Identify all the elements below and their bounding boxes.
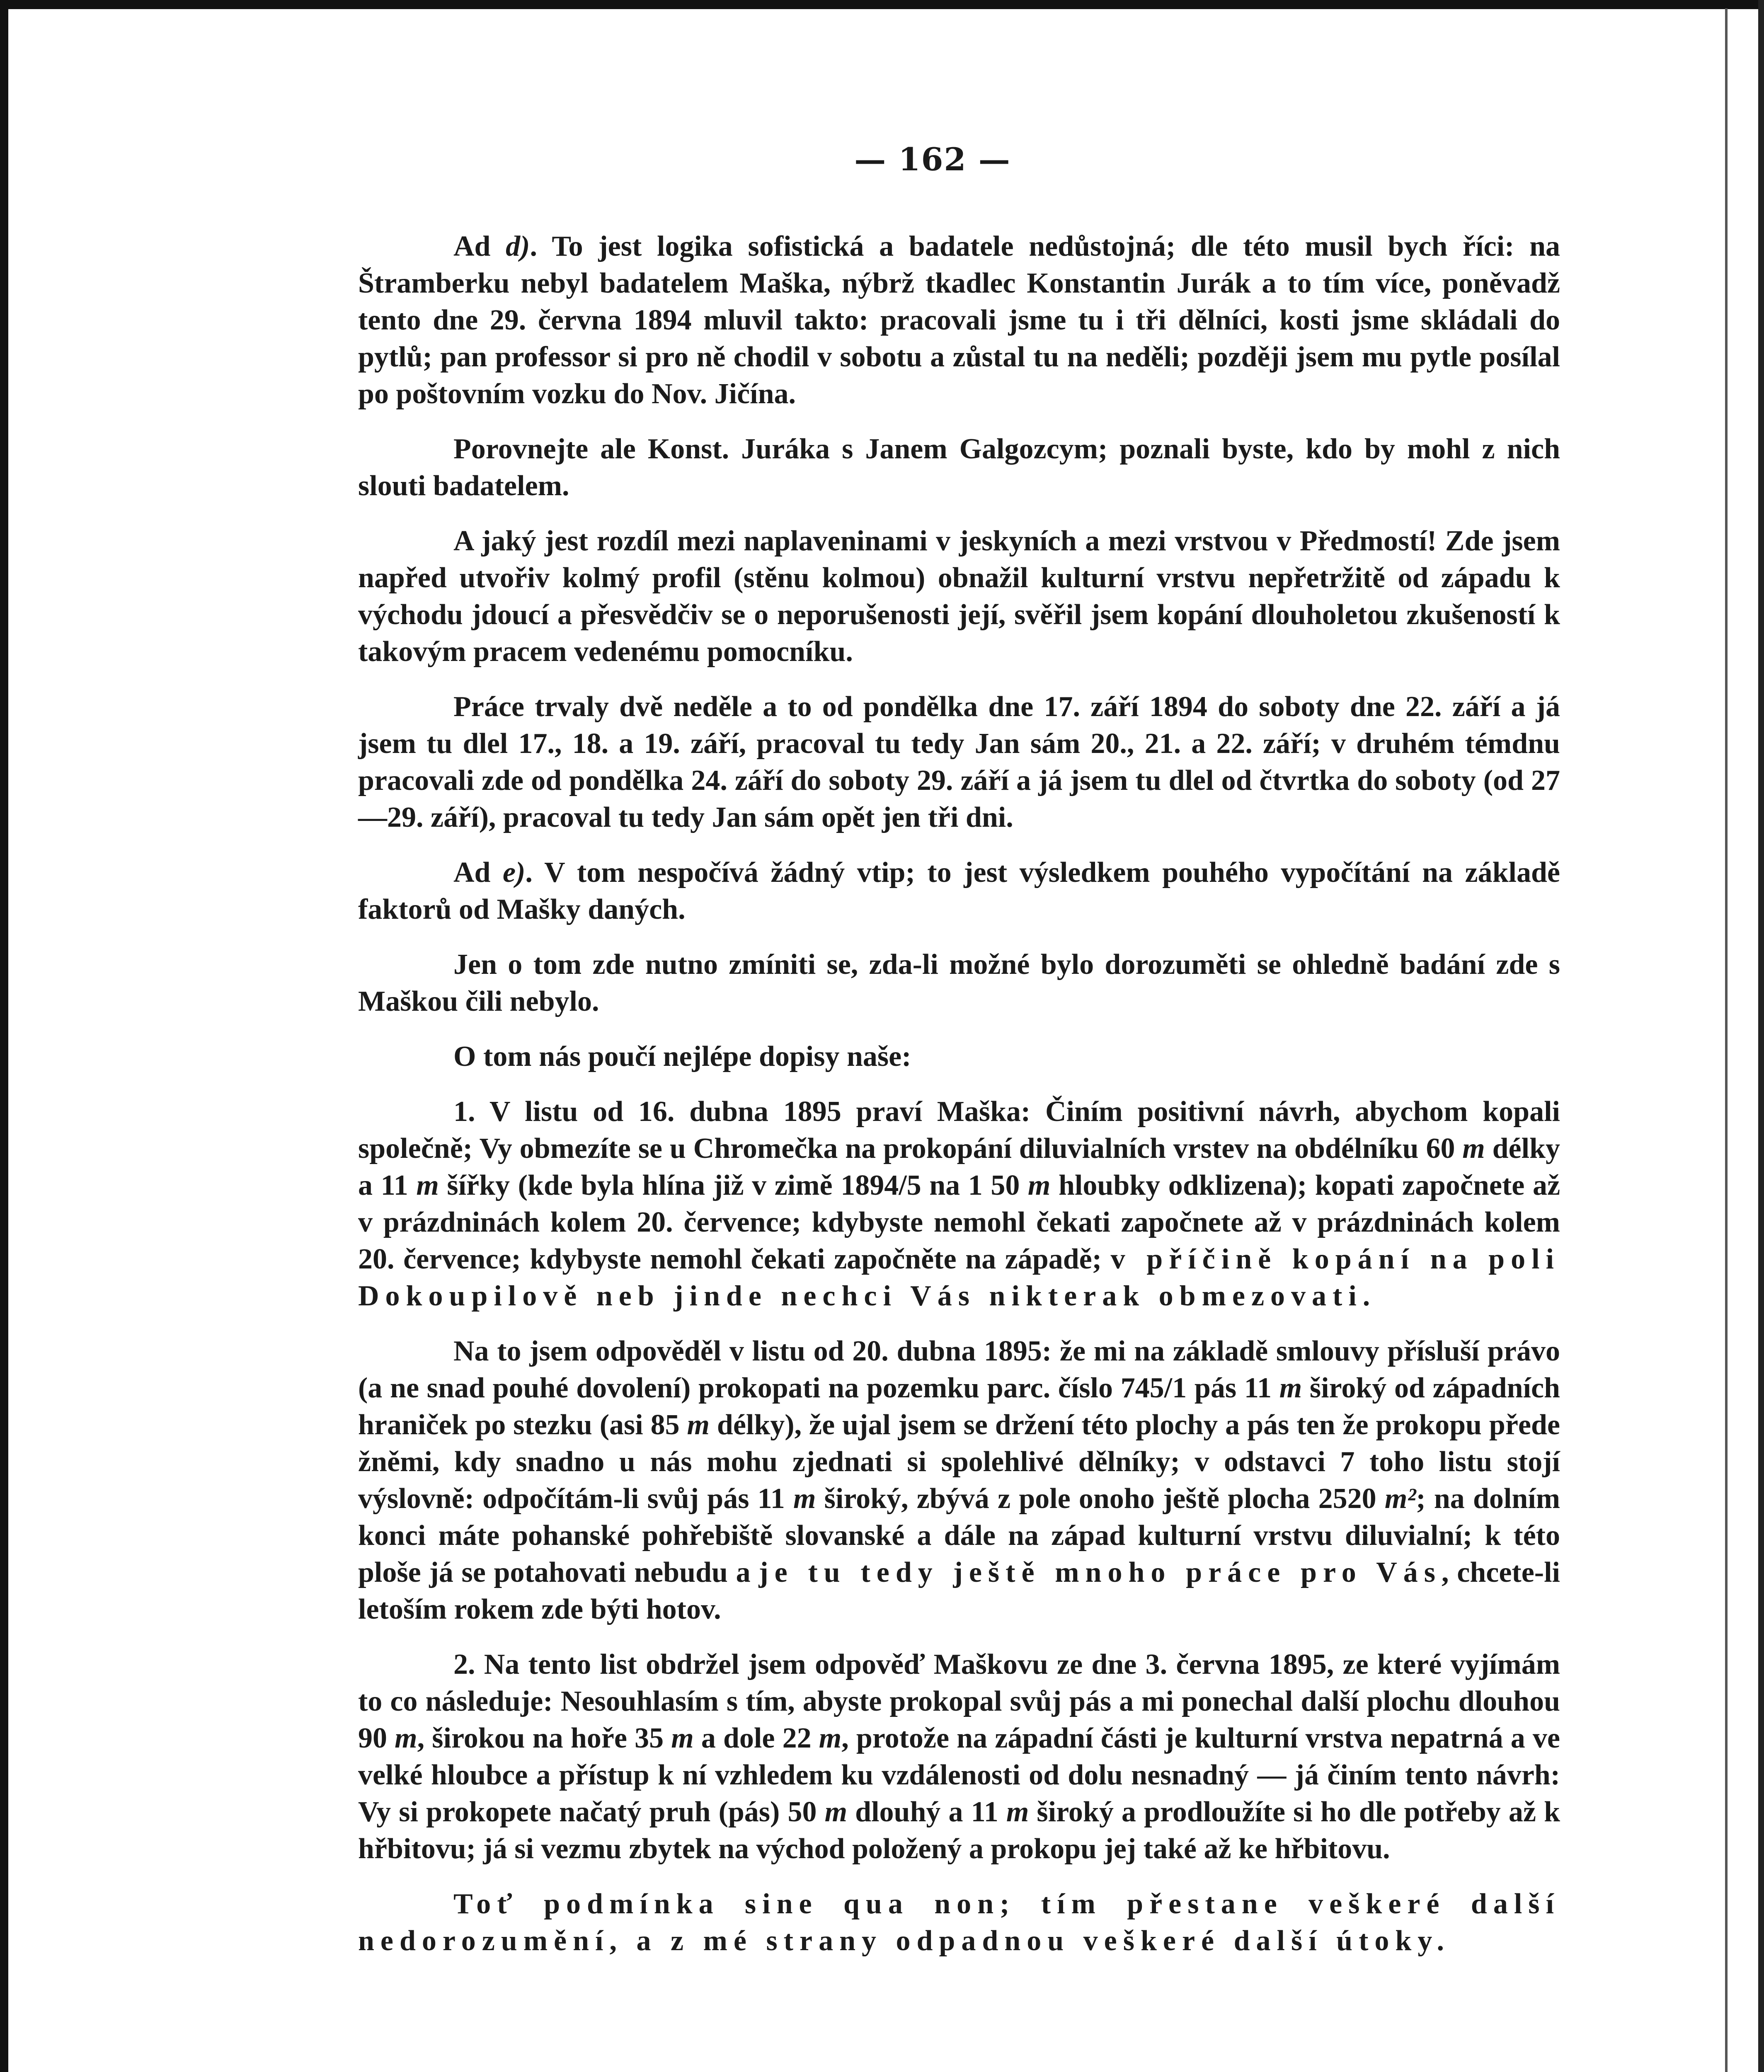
paragraph-letter-1: 1. V listu od 16. dubna 1895 praví Maška: Činím positivní návrh, abychom kopali společně; Vy obmezíte se u Chromečka na prokopání diluvialních vrstev na obdélníku 60 m délky a 11 m šířky (kde byla hlína již v zimě 1894/5 na 1 50 m hloubky odklizena); kopati započnete až v prázdninách kolem 20. července; kdybyste nemohl čekati započnete až v prázdninách kolem 20. července; kdybyste nemohl čekati započněte na západě; v příčině kopání na poli Dokoupilově neb jinde nechci Vás nikterak obmezovati. (358, 1096, 1560, 1312)
page-body (358, 228, 1560, 1978)
paragraph-reply-1: Na to jsem odpověděl v listu od 20. dubna 1895: že mi na základě smlouvy přísluší právo (a ne snad pouhé dovolení) prokopati na pozemku parc. číslo 745/1 pás 11 m široký od západních hraniček po stezku (asi 85 m délky), že ujal jsem se držení této plochy a pás ten že prokopu přede žněmi, kdy snadno u nás mohu zjednati si spolehlivé dělníky; v odstavci 7 toho listu stojí výslovně: odpočítám-li svůj pás 11 m široký, zbývá z pole onoho ještě plocha 2520 m²; na dolním konci máte pohanské pohřebiště slovanské a dále na západ kulturní vrstvu diluvialní; k této ploše já se potahovati nebudu a je tu tedy ještě mnoho práce pro Vás, chcete-li letoším rokem zde býti hotov. (358, 1335, 1560, 1625)
paragraph-ad-d: Ad d). To jest logika sofistická a badatele nedůstojná; dle této musil bych říci: na Štramberku nebyl badatelem Maška, nýbrž tkadlec Konstantin Jurák a to tím více, poněvadž tento dne 29. června 1894 mluvil takto: pracovali jsme tu i tři dělníci, kosti jsme skládali do pytlů; pan professor si pro ně chodil v sobotu a zůstal tu na neděli; později jsem mu pytle posílal po poštovním vozku do Nov. Jičína. (358, 230, 1560, 410)
scan-border-left (0, 0, 8, 2072)
paragraph-prace-trvaly: Práce trvaly dvě neděle a to od pondělka dne 17. září 1894 do soboty dne 22. září a já jsem tu dlel 17., 18. a 19. září, pracoval tu tedy Jan sám 20., 21. a 22. září; v druhém témdnu pracovali zde od pondělka 24. září do soboty 29. září a já jsem tu dlel od čtvrtka do soboty (od 27—29. září), pracoval tu tedy Jan sám opět jen tři dni. (358, 691, 1560, 833)
page-number: — 162 — (854, 141, 1011, 178)
scan-border-top (0, 0, 1764, 9)
paragraph-condition: Toť podmínka sine qua non; tím přestane veškeré další nedorozumění, a z mé strany odpadnou veškeré další útoky. (358, 1888, 1560, 1957)
paragraph-jen-o-tom: Jen o tom zde nutno zmíniti se, zda-li možné bylo dorozuměti se ohledně badání zde s Maškou čili nebylo. (358, 949, 1560, 1017)
paragraph-ad-e: Ad e). V tom nespočívá žádný vtip; to jest výsledkem pouhého vypočítání na základě faktorů od Mašky daných. (358, 857, 1560, 925)
paragraph-letter-2: 2. Na tento list obdržel jsem odpověď Maškovu ze dne 3. června 1895, ze které vyjímám to co následuje: Nesouhlasím s tím, abyste prokopal svůj pás a mi ponechal další plochu dlouhou 90 m, širokou na hoře 35 m a dole 22 m, protože na západní části je kulturní vrstva nepatrná a ve velké hloubce a přístup k ní vzhledem ku vzdálenosti od dolu nesnadný — já činím tento návrh: Vy si prokopete načatý pruh (pás) 50 m dlouhý a 11 m široký a prodloužíte si ho dle potřeby až k hřbitovu; já si vezmu zbytek na východ položený a prokopu jej také až ke hřbitovu. (358, 1648, 1560, 1865)
paragraph-rozdil: A jaký jest rozdíl mezi naplaveninami v jeskyních a mezi vrstvou v Předmostí! Zde jsem napřed utvořiv kolmý profil (stěnu kolmou) obnažil kulturní vrstvu nepřetržitě od západu k východu jdoucí a přesvědčiv se o neporušenosti její, svěřil jsem kopání dlouholetou zkušeností k takovým pracem vedenému pomocníku. (358, 525, 1560, 668)
paragraph-o-tom: O tom nás poučí nejlépe dopisy naše: (453, 1041, 911, 1072)
scan-border-right (1758, 0, 1764, 2072)
scan-border-right-inner (1725, 8, 1728, 2072)
paragraph-porovnejte: Porovnejte ale Konst. Juráka s Janem Galgozcym; poznali byste, kdo by mohl z nich slouti badatelem. (358, 433, 1560, 502)
